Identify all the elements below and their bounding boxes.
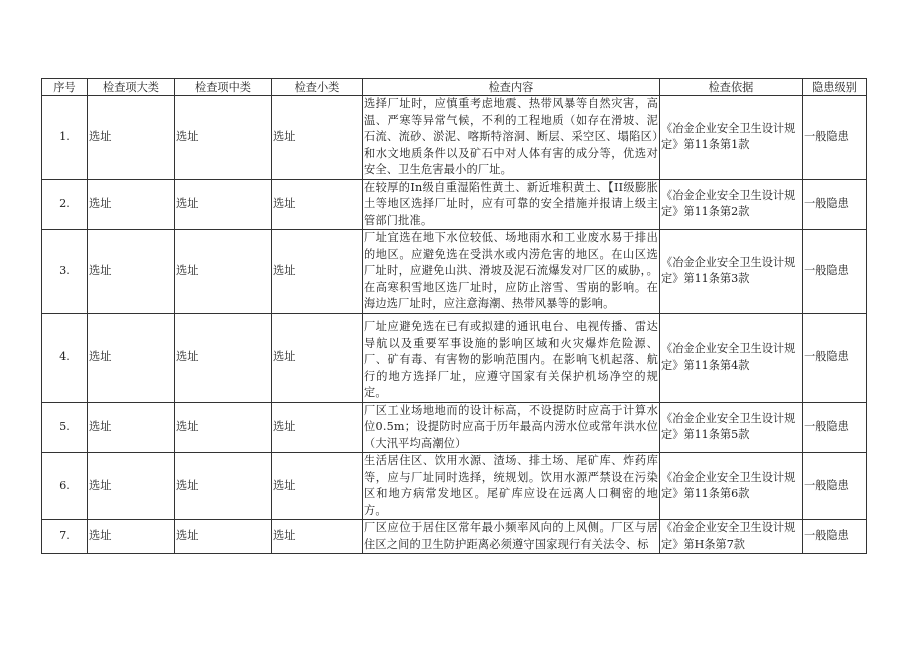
table-row bbox=[42, 520, 867, 554]
inspection-table bbox=[41, 78, 867, 554]
header-minor-category: 检查小类 bbox=[272, 79, 363, 96]
cell-basis: 《冶金企业安全卫生设计规定》第11条第4款 bbox=[660, 313, 803, 402]
cell-major: 选址 bbox=[88, 96, 175, 180]
cell-minor: 选址 bbox=[272, 96, 363, 180]
cell-basis: 《冶金企业安全卫生设计规定》第11条第3款 bbox=[660, 230, 803, 314]
cell-no: 3. bbox=[42, 230, 88, 314]
cell-major: 选址 bbox=[88, 453, 175, 520]
cell-major: 选址 bbox=[88, 179, 175, 230]
cell-level: 一般隐患 bbox=[803, 313, 867, 402]
table-row bbox=[42, 453, 867, 520]
cell-level: 一般隐患 bbox=[803, 96, 867, 180]
cell-level: 一般隐患 bbox=[803, 453, 867, 520]
header-no: 序号 bbox=[42, 79, 88, 96]
header-level: 隐患级别 bbox=[803, 79, 867, 96]
cell-minor: 选址 bbox=[272, 230, 363, 314]
header-content: 检查内容 bbox=[363, 79, 660, 96]
cell-content: 在较厚的In级自重湿陷性黄土、新近堆积黄土、【II级膨胀土等地区选择厂址时，应有可靠的安全措施并报请上级主管部门批准。 bbox=[363, 179, 660, 230]
table-row bbox=[42, 230, 867, 314]
cell-no: 1. bbox=[42, 96, 88, 180]
cell-minor: 选址 bbox=[272, 402, 363, 453]
cell-level: 一般隐患 bbox=[803, 520, 867, 554]
cell-major: 选址 bbox=[88, 520, 175, 554]
table-row bbox=[42, 313, 867, 402]
table-row bbox=[42, 179, 867, 230]
cell-basis: 《冶金企业安全卫生设计规定》第11条第2款 bbox=[660, 179, 803, 230]
cell-no: 2. bbox=[42, 179, 88, 230]
cell-no: 4. bbox=[42, 313, 88, 402]
cell-basis: 《冶金企业安全卫生设计规定》第11条第6款 bbox=[660, 453, 803, 520]
cell-basis: 《冶金企业安全卫生设计规定》第H条第7款 bbox=[660, 520, 803, 554]
cell-no: 7. bbox=[42, 520, 88, 554]
header-basis: 检查依据 bbox=[660, 79, 803, 96]
cell-content: 厂区应位于居住区常年最小频率风向的上风侧。厂区与居住区之间的卫生防护距离必须遵守国家现行有关法令、标 bbox=[363, 520, 660, 554]
cell-no: 6. bbox=[42, 453, 88, 520]
header-middle-category: 检查项中类 bbox=[175, 79, 272, 96]
cell-level: 一般隐患 bbox=[803, 402, 867, 453]
table-row bbox=[42, 96, 867, 180]
cell-minor: 选址 bbox=[272, 520, 363, 554]
cell-middle: 选址 bbox=[175, 179, 272, 230]
table-row bbox=[42, 402, 867, 453]
cell-content: 厂址宜选在地下水位较低、场地雨水和工业废水易于排出的地区。应避免选在受洪水或内涝危害的地区。在山区选厂址时，应避免山洪、滑坡及泥石流爆发对厂区的威胁，。在高寒积雪地区选厂址时，应防止溶雪、雪崩的影响。在海边选厂址时，应注意海潮、热带风暴等的影响。 bbox=[363, 230, 660, 314]
cell-content: 生活居住区、饮用水源、渣场、排土场、尾矿库、炸药库等，应与厂址同时选择，统规划。饮用水源严禁设在污染区和地方病常发地区。尾矿库应设在远离人口稠密的地方。 bbox=[363, 453, 660, 520]
cell-major: 选址 bbox=[88, 230, 175, 314]
cell-middle: 选址 bbox=[175, 230, 272, 314]
cell-major: 选址 bbox=[88, 313, 175, 402]
cell-basis: 《冶金企业安全卫生设计规定》第11条第5款 bbox=[660, 402, 803, 453]
cell-level: 一般隐患 bbox=[803, 230, 867, 314]
cell-content: 厂址应避免选在已有或拟建的通讯电台、电视传播、雷达导航以及重要军事设施的影响区域和火灾爆炸危险源、厂、矿有毒、有害物的影响范围内。在影响飞机起落、航行的地方选择厂址，应遵守国家有关保护机场净空的规定。 bbox=[363, 313, 660, 402]
cell-content: 选择厂址时，应慎重考虑地震、热带风暴等自然灾害，高温、严寒等异常气候，不利的工程地质（如存在滑坡、泥石流、流砂、淤泥、喀斯特溶洞、断层、采空区、塌陷区）和水文地质条件以及矿石中对人体有害的成分等，优选对安全、卫生危害最小的厂址。 bbox=[363, 96, 660, 180]
cell-basis: 《冶金企业安全卫生设计规定》第11条第1款 bbox=[660, 96, 803, 180]
cell-middle: 选址 bbox=[175, 402, 272, 453]
header-major-category: 检查项大类 bbox=[88, 79, 175, 96]
cell-middle: 选址 bbox=[175, 96, 272, 180]
cell-no: 5. bbox=[42, 402, 88, 453]
cell-level: 一般隐患 bbox=[803, 179, 867, 230]
cell-middle: 选址 bbox=[175, 313, 272, 402]
cell-middle: 选址 bbox=[175, 520, 272, 554]
cell-minor: 选址 bbox=[272, 313, 363, 402]
cell-major: 选址 bbox=[88, 402, 175, 453]
cell-content: 厂区工业场地地而的设计标高，不设提防时应高于计算水位0.5m；设提防时应高于历年最高内涝水位或常年洪水位（大汛平均高潮位） bbox=[363, 402, 660, 453]
cell-minor: 选址 bbox=[272, 453, 363, 520]
cell-middle: 选址 bbox=[175, 453, 272, 520]
table-header-row bbox=[42, 79, 867, 96]
cell-minor: 选址 bbox=[272, 179, 363, 230]
